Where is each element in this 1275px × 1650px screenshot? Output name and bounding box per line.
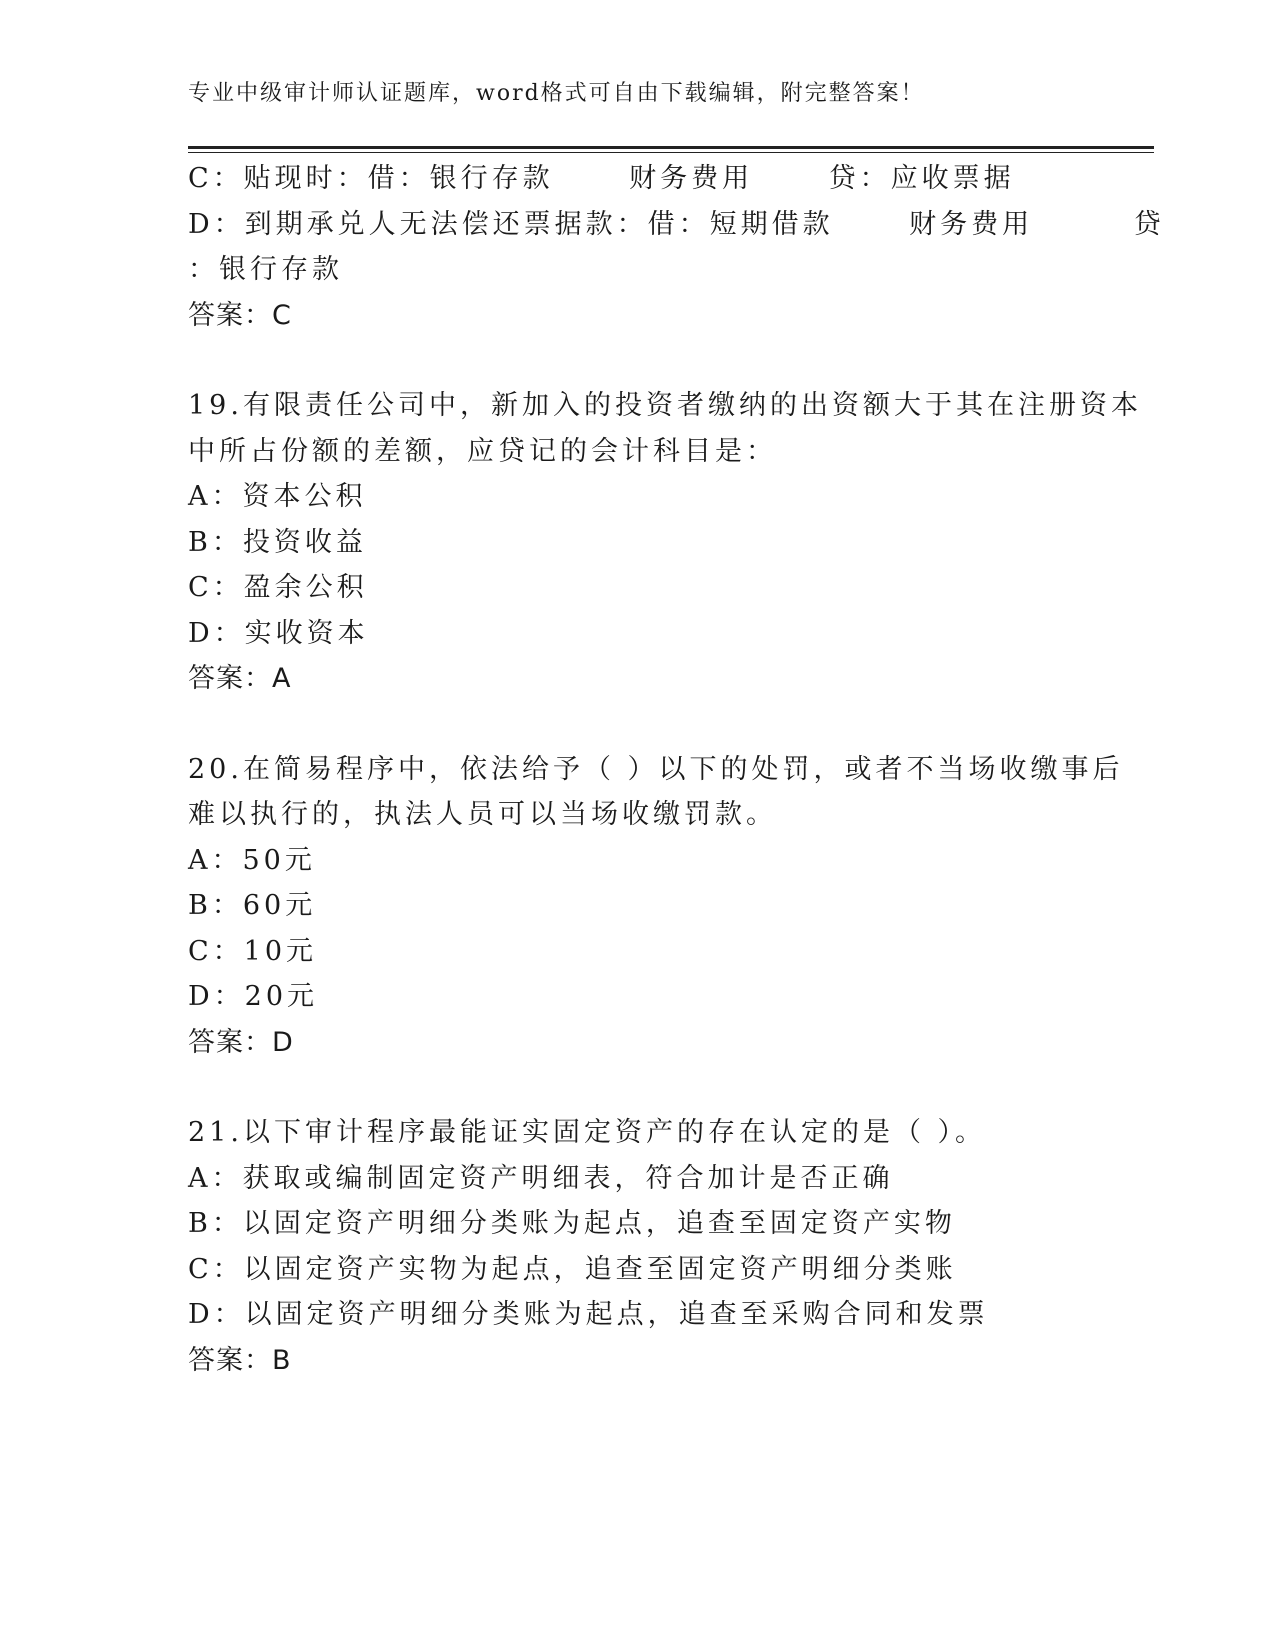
answer-line: 答案：A (188, 663, 292, 694)
header-rule-thin (188, 152, 1154, 153)
page-header: 专业中级审计师认证题库，word格式可自由下载编辑，附完整答案！ (188, 81, 925, 106)
option-d: D：以固定资产明细分类账为起点，追查至采购合同和发票 (188, 1299, 989, 1330)
option-a: A：获取或编制固定资产明细表，符合加计是否正确 (188, 1162, 894, 1194)
option-c: C：以固定资产实物为起点，追查至固定资产明细分类账 (188, 1253, 957, 1285)
answer-line: 答案：B (188, 1344, 292, 1376)
previous-question-tail (188, 156, 1165, 338)
question-stem: 21.以下审计程序最能证实固定资产的存在认定的是（ ）。 (188, 1117, 987, 1148)
option-line: C：贴现时：借：银行存款 财务费用 贷：应收票据 (188, 163, 1015, 194)
question-content (188, 156, 1165, 1383)
question-stem: 中所占份额的差额，应贷记的会计科目是： (188, 435, 777, 467)
option-d: D：20元 (188, 981, 319, 1012)
question-20 (188, 747, 1124, 1066)
option-d: D：实收资本 (188, 617, 369, 649)
option-b: B：投资收益 (188, 526, 367, 558)
option-b: B：以固定资产明细分类账为起点，追查至固定资产实物 (188, 1208, 956, 1239)
option-a: A：资本公积 (188, 481, 367, 512)
question-stem: 20.在简易程序中，依法给予（ ）以下的处罚，或者不当场收缴事后 (188, 753, 1124, 785)
answer-line: 答案：C (188, 299, 292, 331)
question-stem: 难以执行的，执法人员可以当场收缴罚款。 (188, 799, 777, 830)
option-c: C：盈余公积 (188, 572, 368, 603)
option-b: B：60元 (188, 890, 317, 921)
question-stem: 19.有限责任公司中，新加入的投资者缴纳的出资额大于其在注册资本 (188, 390, 1142, 421)
answer-line: 答案：D (188, 1026, 294, 1058)
question-21 (188, 1110, 1088, 1383)
question-19 (188, 383, 1142, 702)
option-line: D：到期承兑人无法偿还票据款：借：短期借款 财务费用 贷 (188, 208, 1165, 240)
option-line: ：银行存款 (188, 254, 343, 285)
header-rule-thick (188, 146, 1154, 149)
option-a: A：50元 (188, 844, 316, 876)
option-c: C：10元 (188, 935, 318, 967)
